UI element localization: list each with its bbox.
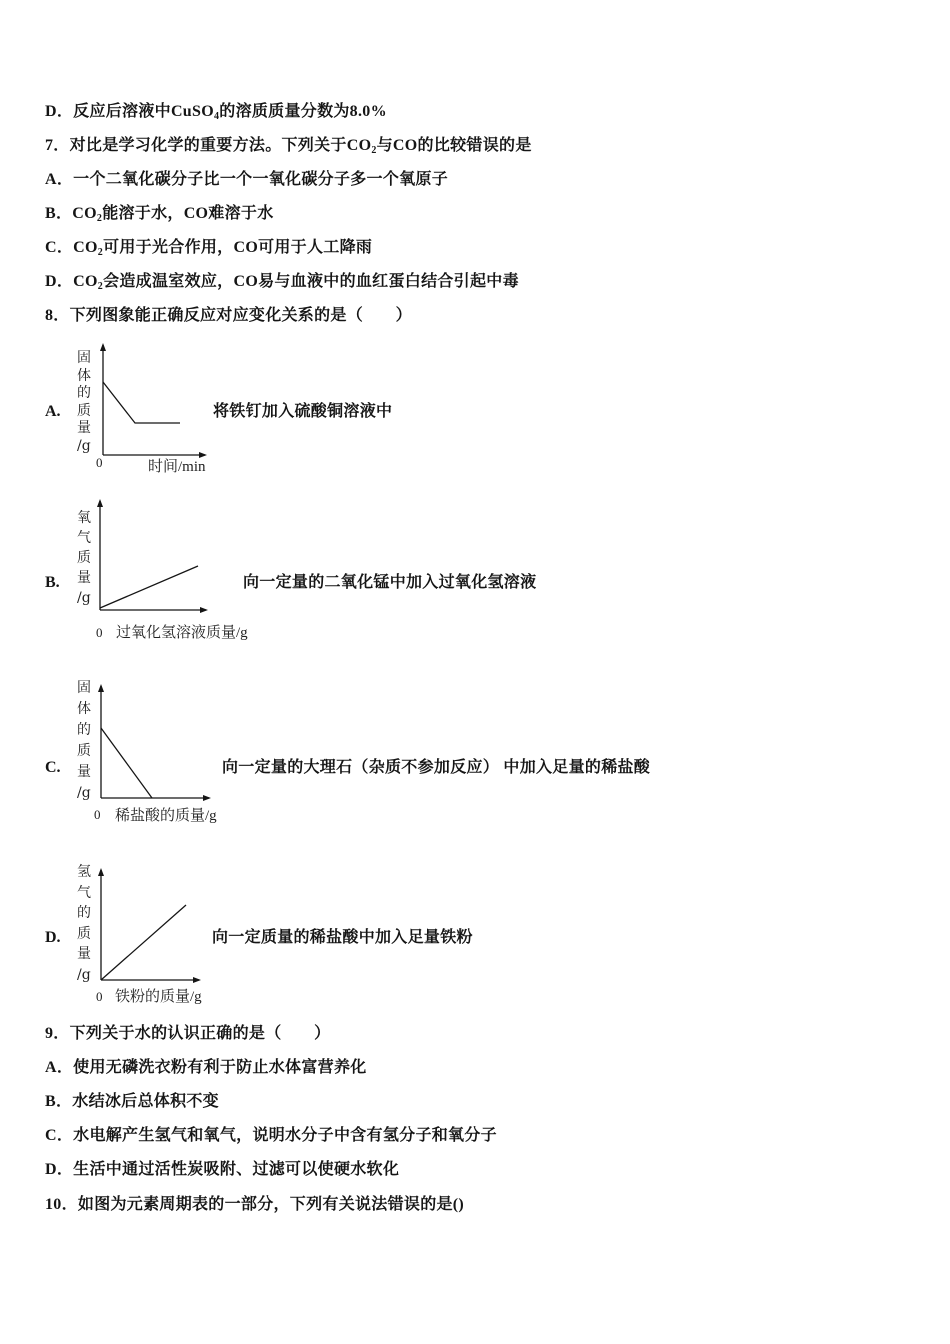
y-label-char: /g [77,437,91,454]
option-text: 一个二氧化碳分子比一个一氧化碳分子多一个氧原子 [73,171,449,188]
y-label-char: 的 [77,905,91,922]
y-label-char: 的 [77,722,91,738]
graph-x-axis-label: 过氧化氢溶液质量/g [116,625,248,641]
x-axis-arrow [203,795,211,801]
graph-y-axis-label [77,350,91,455]
subscript: 2 [371,145,377,156]
question-number: 7． [45,137,70,154]
option-label: C． [45,239,74,256]
option-text-tail: 会造成温室效应，CO易与血液中的血红蛋白结合引起中毒 [103,273,519,290]
q7-option-c [45,237,372,259]
graph-y-axis-label [77,862,91,986]
y-axis-arrow [100,343,106,351]
q6-option-d [45,101,387,123]
option-text: CO [73,273,98,290]
graph-x-axis-label: 铁粉的质量/g [115,989,202,1005]
option-text: CO [72,205,97,222]
option-text: 水结冰后总体积不变 [72,1093,219,1110]
option-label: C. [45,759,61,776]
option-text: 生活中通过活性炭吸附、过滤可以使硬水软化 [73,1161,400,1178]
y-label-char: 气 [77,884,91,901]
trend-line [101,905,186,980]
y-label-char: 质 [77,402,91,419]
graph-b-plot [92,493,214,615]
q9-option-b [45,1091,219,1113]
y-label-char: /g [77,966,91,983]
y-label-char: 氢 [77,864,91,880]
subscript: 2 [97,247,104,258]
option-label: D． [45,103,74,120]
y-label-char: 质 [77,550,91,566]
q9-option-c [45,1125,497,1147]
option-label: A. [45,403,61,420]
option-label: D. [45,929,61,946]
graph-a-plot [95,338,215,463]
graph-y-axis-label [77,508,91,608]
option-label: B. [45,574,60,591]
y-label-char: 气 [77,530,91,546]
graph-origin: 0 [96,455,103,470]
option-label: D． [45,273,74,290]
q10-stem [45,1194,464,1216]
trend-line [101,728,152,798]
q8-stem [45,305,412,327]
q9-option-d [45,1159,399,1181]
y-label-char: 体 [77,701,91,717]
question-number: 8． [45,307,70,324]
option-text-tail: 能溶于水，CO难溶于水 [102,205,274,222]
subscript: 2 [96,213,103,224]
q7-option-d [45,271,519,293]
option-label: B． [45,1093,73,1110]
option-label: C． [45,1127,74,1144]
question-stem: 下列关于水的认识正确的是（ ） [69,1025,331,1042]
question-stem: 对比是学习化学的重要方法。下列关于CO [69,137,372,154]
question-stem: 下列图象能正确反应对应变化关系的是（ ） [69,307,412,324]
graph-d-plot [93,862,208,986]
graph-x-axis-label: 稀盐酸的质量/g [115,808,217,824]
y-label-char: 固 [77,680,91,696]
y-axis-arrow [98,684,104,692]
y-label-char: 量 [77,764,91,780]
q7-option-b [45,203,274,225]
y-label-char: 的 [77,385,91,401]
option-text: 使用无磷洗衣粉有利于防止水体富营养化 [73,1059,367,1076]
q9-option-a [45,1057,367,1079]
trend-line [103,382,180,423]
trend-line [100,566,198,608]
question-number: 9． [45,1025,70,1042]
option-text: CO [73,239,98,256]
question-stem: 如图为元素周期表的一部分，下列有关说法错误的是() [77,1196,465,1213]
option-label: B． [45,205,73,222]
graph-origin: 0 [96,625,103,640]
x-axis-arrow [200,607,208,613]
y-label-char: 固 [77,350,91,366]
y-label-char: 体 [77,367,91,384]
y-label-char: 质 [77,925,91,942]
graph-c-plot [93,678,218,803]
y-axis-arrow [97,499,103,507]
graph-origin: 0 [94,807,101,822]
option-text-tail: 可用于光合作用，CO可用于人工降雨 [103,239,373,256]
option-label: A． [45,1059,74,1076]
q7-option-a [45,169,448,191]
y-label-char: 质 [77,743,91,759]
y-label-char: /g [77,590,91,606]
q9-stem [45,1023,330,1045]
option-description: 向一定量的大理石（杂质不参加反应） 中加入足量的稀盐酸 [222,759,651,776]
option-label: A． [45,171,74,188]
option-text: 反应后溶液中CuSO [73,103,214,120]
option-label: D． [45,1161,74,1178]
y-axis-arrow [98,868,104,876]
option-text: 水电解产生氢气和氧气，说明水分子中含有氢分子和氧分子 [73,1127,497,1144]
option-description: 向一定量的二氧化锰中加入过氧化氢溶液 [243,574,537,591]
y-label-char: /g [77,785,91,801]
x-axis-arrow [193,977,201,983]
y-label-char: 氧 [77,510,91,526]
graph-y-axis-label [77,678,91,804]
y-label-char: 量 [77,946,91,963]
subscript: 4 [213,111,220,122]
graph-origin: 0 [96,989,103,1004]
option-description: 向一定质量的稀盐酸中加入足量铁粉 [212,929,473,946]
question-stem-tail: 与CO的比较错误的是 [376,137,532,154]
option-description: 将铁钉加入硫酸铜溶液中 [213,403,393,420]
y-label-char: 量 [77,420,91,436]
question-number: 10． [45,1196,78,1213]
graph-x-axis-label: 时间/min [148,459,206,475]
subscript: 2 [97,281,104,292]
option-text-tail: 的溶质质量分数为8.0% [219,103,387,120]
x-axis-arrow [199,452,207,458]
q7-stem [45,135,532,157]
y-label-char: 量 [77,570,91,586]
